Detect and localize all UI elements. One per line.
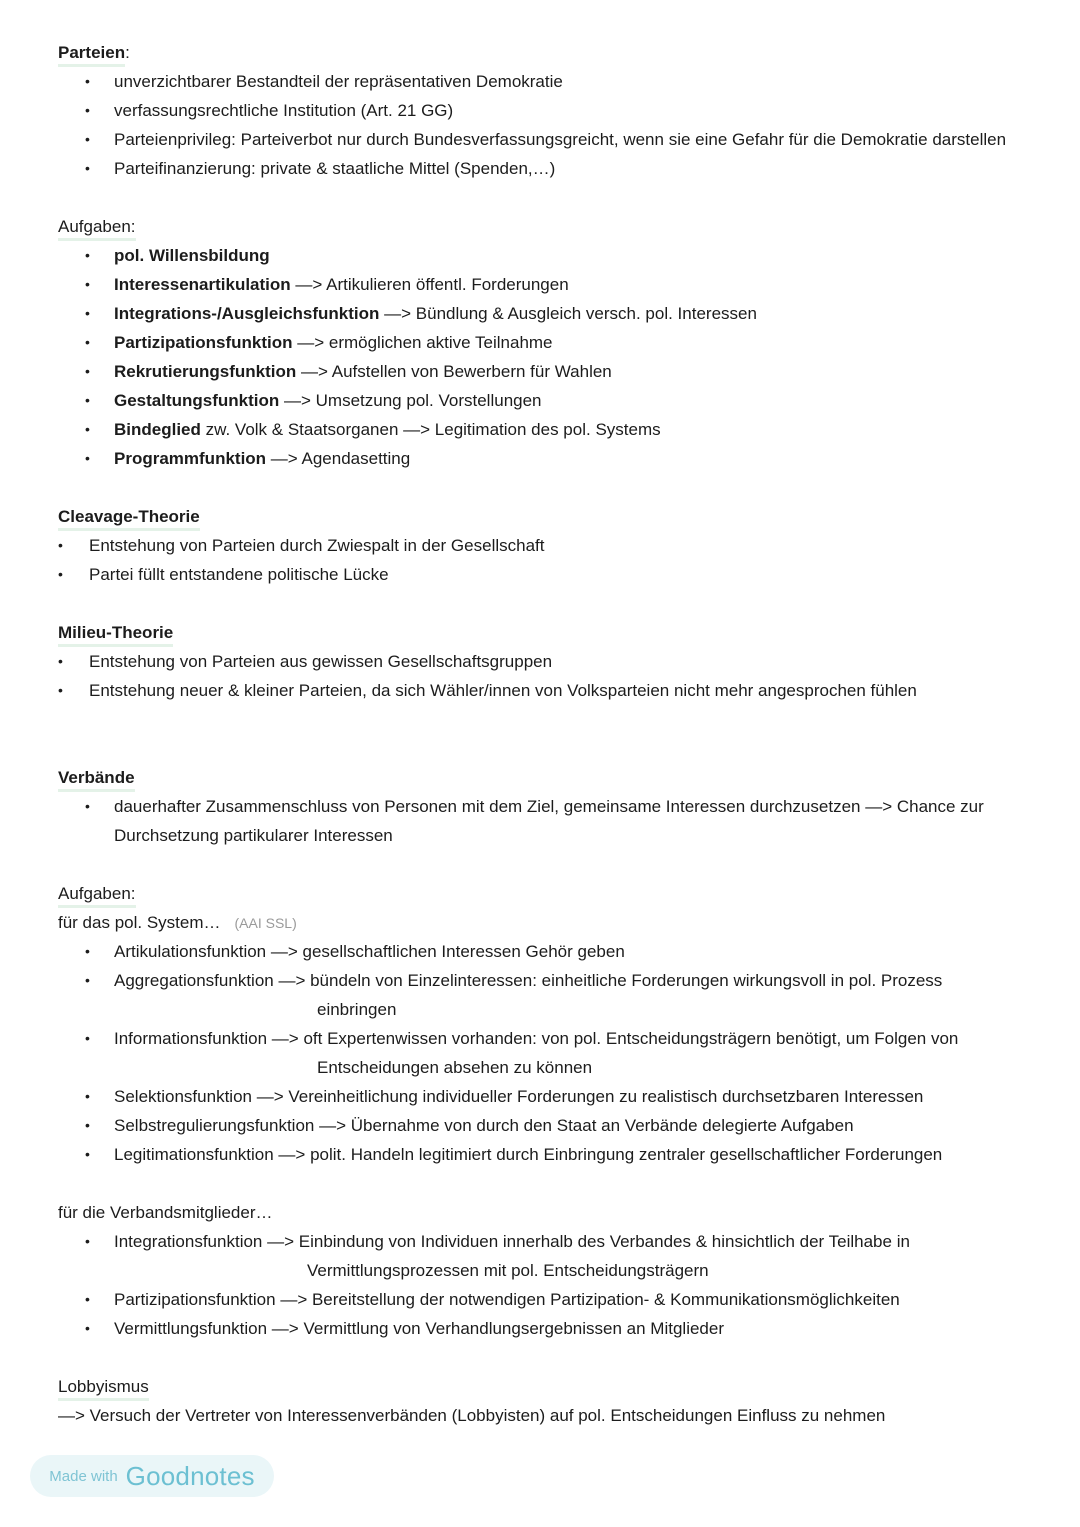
list-item: • Entstehung von Parteien durch Zwiespalt in der Gesellschaft [58, 536, 545, 555]
list-item: • Entstehung von Parteien aus gewissen Gesellschaftsgruppen [58, 652, 553, 671]
milieu-heading: Milieu-Theorie [58, 622, 173, 647]
list-item: • Parteienprivileg: Parteiverbot nur durch Bundesverfassungsgreicht, wenn sie eine Gefahr für die Demokratie darstellen [85, 130, 1007, 149]
made-with-label: Made with [49, 1467, 118, 1485]
lobbyismus-heading-line [58, 1372, 1058, 1401]
parteien-heading: Parteien [58, 42, 125, 67]
list-item-continuation: einbringen [317, 1000, 397, 1019]
list-item: • Bindeglied zw. Volk & Staatsorganen —> Legitimation des pol. Systems [85, 420, 661, 439]
goodnotes-logo: Goodnotes [125, 1460, 255, 1491]
list-item-continuation: Durchsetzung partikularer Interessen [114, 826, 393, 845]
list-item: • Partizipationsfunktion —> ermöglichen aktive Teilnahme [85, 333, 553, 352]
list-item: • Entstehung neuer & kleiner Parteien, da sich Wähler/innen von Volksparteien nicht mehr angesprochen fühlen [58, 681, 917, 700]
list-item: • Partei füllt entstandene politische Lücke [58, 565, 389, 584]
list-item: • Legitimationsfunktion —> polit. Handeln legitimiert durch Einbringung zentraler gesellschaftlicher Forderungen [85, 1145, 943, 1164]
verbaende-aufgaben-heading-line [58, 879, 1058, 908]
list-item: • Aggregationsfunktion —> bündeln von Einzelinteressen: einheitliche Forderungen wirkungsvoll in pol. Prozess [85, 971, 943, 990]
parteien-aufgaben-heading-line [58, 212, 1058, 241]
verbaende-heading: Verbände [58, 767, 135, 792]
list-item: • Rekrutierungsfunktion —> Aufstellen von Bewerbern für Wahlen [85, 362, 612, 381]
list-item: • Programmfunktion —> Agendasetting [85, 449, 411, 468]
list-item: • Partizipationsfunktion —> Bereitstellung der notwendigen Partizipation- & Kommunikationsmöglichkeiten [85, 1290, 900, 1309]
list-item-continuation: Vermittlungsprozessen mit pol. Entscheidungsträgern [307, 1261, 709, 1280]
list-item: • Integrations-/Ausgleichsfunktion —> Bündlung & Ausgleich versch. pol. Interessen [85, 304, 757, 323]
list-item: • Integrationsfunktion —> Einbindung von Individuen innerhalb des Verbandes & hinsichtlich der Teilhabe in [85, 1232, 910, 1251]
list-item: • Parteifinanzierung: private & staatliche Mittel (Spenden,…) [85, 159, 556, 178]
system-label: für das pol. System… [58, 913, 221, 932]
made-with-goodnotes-badge [30, 1455, 274, 1497]
cleavage-heading-line [58, 502, 1058, 531]
list-item: • verfassungsrechtliche Institution (Art. 21 GG) [85, 101, 454, 120]
system-label-line [58, 908, 1058, 937]
list-item: • dauerhafter Zusammenschluss von Personen mit dem Ziel, gemeinsame Interessen durchzusetzen —> Chance zur [85, 797, 984, 816]
list-item: • Artikulationsfunktion —> gesellschaftlichen Interessen Gehör geben [85, 942, 625, 961]
verbaende-aufgaben-heading: Aufgaben: [58, 883, 136, 908]
list-item: • unverzichtbarer Bestandteil der repräsentativen Demokratie [85, 72, 563, 91]
list-item: • Vermittlungsfunktion —> Vermittlung von Verhandlungsergebnissen an Mitglieder [85, 1319, 724, 1338]
notes-page [58, 38, 1058, 1430]
mnemonic-hint: (AAI SSL) [234, 915, 297, 931]
list-item: • pol. Willensbildung [85, 246, 270, 265]
parteien-heading-line: Parteien: [58, 38, 1058, 67]
cleavage-heading: Cleavage-Theorie [58, 506, 200, 531]
list-item-continuation: Entscheidungen absehen zu können [317, 1058, 593, 1077]
list-item: • Selektionsfunktion —> Vereinheitlichung individueller Forderungen zu realistisch durchsetzbaren Interessen [85, 1087, 924, 1106]
list-item: • Gestaltungsfunktion —> Umsetzung pol. Vorstellungen [85, 391, 542, 410]
verbaende-heading-line [58, 763, 1058, 792]
list-item: • Selbstregulierungsfunktion —> Übernahme von durch den Staat an Verbände delegierte Aufgaben [85, 1116, 854, 1135]
list-item: • Informationsfunktion —> oft Expertenwissen vorhanden: von pol. Entscheidungsträgern benötigt, um Folgen von [85, 1029, 959, 1048]
lobbyismus-text: —> Versuch der Vertreter von Interessenverbänden (Lobbyisten) auf pol. Entscheidungen Einfluss zu nehmen [58, 1406, 886, 1425]
parteien-aufgaben-heading: Aufgaben: [58, 216, 136, 241]
list-item: • Interessenartikulation —> Artikulieren öffentl. Forderungen [85, 275, 569, 294]
lobbyismus-heading: Lobbyismus [58, 1376, 149, 1401]
milieu-heading-line [58, 618, 1058, 647]
members-label: für die Verbandsmitglieder… [58, 1203, 273, 1222]
